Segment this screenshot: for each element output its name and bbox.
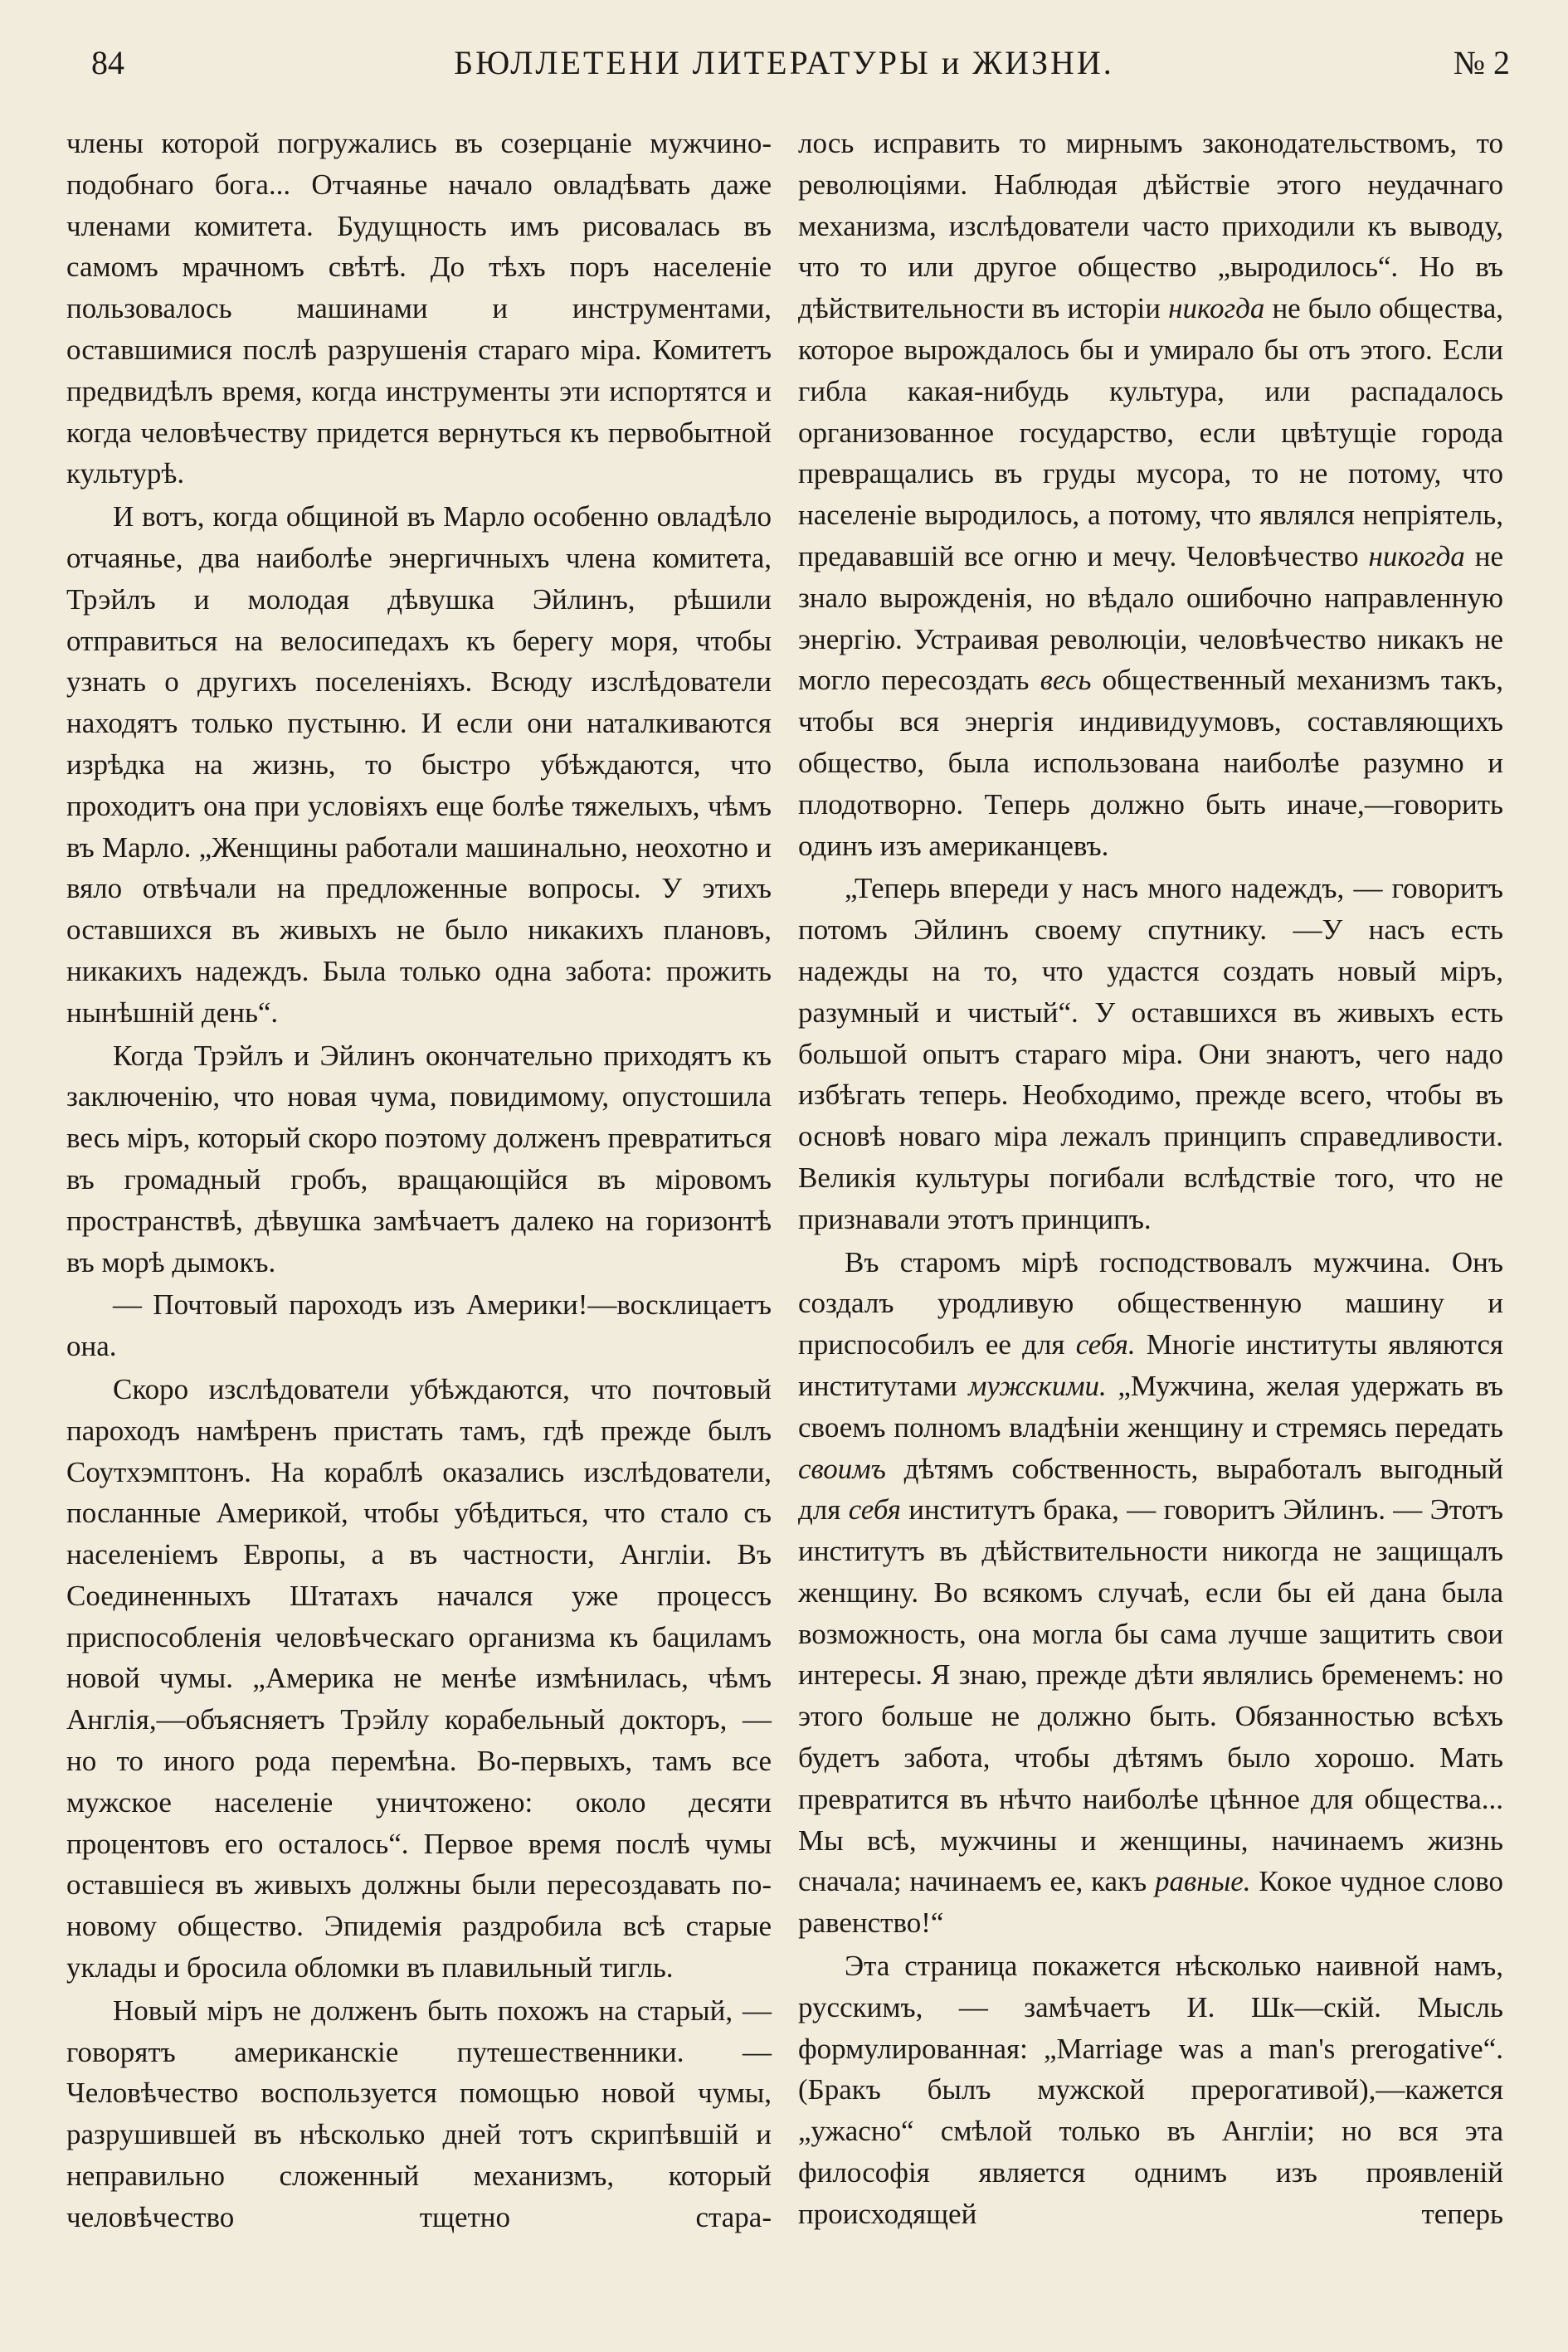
right-column [798, 123, 1503, 2238]
text-columns [66, 123, 1503, 2238]
page-header [58, 40, 1510, 86]
italic-run: себя [848, 1493, 901, 1527]
italic-run: мужскими. [968, 1369, 1107, 1402]
italic-run: весь [1040, 664, 1092, 697]
text-run: не знало вырожденія, но вѣдало ошибочно направленную энергію. Устраивая революціи, человѣчество никакъ не могло пересоздать [798, 539, 1503, 697]
paragraph: Скоро изслѣдователи убѣждаются, что почтовый пароходъ намѣренъ пристать тамъ, гдѣ прежде былъ Соутхэмптонъ. На кораблѣ оказались изслѣдователи, посланные Америкой, чтобы убѣдиться, что стало съ населеніемъ Европы, а въ частности, Англіи. Въ Соединенныхъ Штатахъ начался уже процессъ приспособленія человѣческаго организма къ бациламъ новой чумы. „Америка не менѣе измѣнилась, чѣмъ Англія,—объясняетъ Трэйлу корабельный докторъ, — но то иного рода перемѣна. Во-первыхъ, тамъ все мужское населеніе уничтожено: около десяти процентовъ его осталось“. Первое время послѣ чумы оставшіеся въ живыхъ должны были пересоздавать по-новому общество. Эпидемія раздробила всѣ старые уклады и бросила обломки въ плавильный тигль. [66, 1372, 772, 1984]
paragraph: Когда Трэйлъ и Эйлинъ окончательно приходятъ къ заключенію, что новая чума, повидимому, опустошила весь міръ, который скоро поэтому долженъ превратиться въ громадный гробъ, вращающійся въ міровомъ пространствѣ, дѣвушка замѣчаетъ далеко на горизонтѣ въ морѣ дымокъ. [66, 1039, 772, 1278]
running-head: БЮЛЛЕТЕНИ ЛИТЕРАТУРЫ и ЖИЗНИ. [454, 44, 1114, 81]
paragraph: И вотъ, когда общиной въ Марло особенно овладѣло отчаянье, два наиболѣе энергичныхъ члена комитета, Трэйлъ и молодая дѣвушка Эйлинъ, рѣшили отправиться на велосипедахъ къ берегу моря, чтобы узнать о другихъ поселеніяхъ. Всюду изслѣдователи находятъ только пустыню. И если они наталкиваются изрѣдка на жизнь, то быстро убѣждаются, что проходитъ она при условіяхъ еще болѣе тяжелыхъ, чѣмъ въ Марло. „Женщины работали машинально, неохотно и вяло отвѣчали на предложенные вопросы. У этихъ оставшихся въ живыхъ не было никакихъ плановъ, никакихъ надеждъ. Была только одна забота: прожить нынѣшній день“. [66, 500, 772, 1029]
paragraph: члены которой погружались въ созерцаніе мужчино-подобнаго бога... Отчаяньe начало овладѣвать даже членами комитета. Будущность имъ рисовалась въ самомъ мрачномъ свѣтѣ. До тѣхъ поръ населеніе пользовалось машинами и инструментами, оставшимися послѣ разрушенія стараго міра. Комитетъ предвидѣлъ время, когда инструменты эти испортятся и когда человѣчеству придется вернуться къ первобытной культурѣ. [66, 127, 772, 490]
paragraph [798, 123, 1503, 866]
text-run: лось исправить то мирнымъ законодательствомъ, то революціями. Наблюдая дѣйствіе этого неудачнаго механизма, изслѣдователи часто приходили къ выводу, что то или другое общество „выродилось“. Но въ дѣйствительности въ исторіи [798, 127, 1503, 325]
text-run: дѣтямъ собственность, выработалъ выгодный для [798, 1452, 1503, 1527]
paragraph: Эта страница покажется нѣсколько наивной намъ, русскимъ, — замѣчаетъ И. Шк—скій. Мысль формулированная: „Marriage was a man's prerogative“. (Бракъ былъ мужской прерогативой),—кажется „ужасно“ смѣлой только въ Англіи; но вся эта философія является однимъ изъ проявленій происходящей теперь [798, 1950, 1503, 2230]
text-run: Въ старомъ мірѣ господствовалъ мужчина. Онъ создалъ уродливую общественную машину и приспособилъ ее для [798, 1245, 1503, 1361]
left-column [66, 123, 772, 2238]
issue-number: № 2 [1453, 44, 1510, 81]
text-run: Кокое чудное слово равенство!“ [798, 1865, 1503, 1940]
paragraph: „Теперь впереди у насъ много надеждъ, — говоритъ потомъ Эйлинъ своему спутнику. —У насъ есть надежды на то, что удастся создать новый міръ, разумный и чистый“. У оставшихся въ живыхъ есть большой опытъ стараго міра. Они знаютъ, чего надо избѣгать теперь. Необходимо, прежде всего, чтобы въ основѣ новаго міра лежалъ принципъ справедливости. Великія культуры погибали вслѣдствіе того, что не признавали этотъ принципъ. [798, 872, 1503, 1235]
text-run: общественный механизмъ такъ, чтобы вся энергія индивидуумовъ, составляющихъ общество, была использована наиболѣе разумно и плодотворно. Теперь должно быть иначе,—говорить одинъ изъ американцевъ. [798, 664, 1504, 862]
paragraph [798, 1242, 1503, 1945]
italic-run: равные. [1155, 1865, 1251, 1898]
page-number: 84 [91, 44, 124, 81]
text-run: „Мужчина, желая удержать въ своемъ полномъ владѣніи женщину и стремясь передать [798, 1369, 1504, 1444]
italic-run: никогда [1168, 292, 1265, 325]
text-run: Многіе институты являются институтами [798, 1328, 1503, 1402]
italic-run: себя. [1075, 1328, 1136, 1361]
italic-run: своимъ [798, 1452, 886, 1485]
paragraph: — Почтовый пароходъ изъ Америки!—восклицаетъ она. [66, 1288, 772, 1363]
paragraph: Новый міръ не долженъ быть похожъ на старый, — говорятъ американскіе путешественники. — Человѣчество воспользуется помощью новой чумы, разрушившей въ нѣсколько дней тотъ скрипѣвшій и неправильно сложенный механизмъ, который человѣчество тщетно стара- [66, 1994, 772, 2233]
italic-run: никогда [1368, 539, 1465, 572]
text-run: институтъ брака, — говоритъ Эйлинъ. — Этотъ институтъ въ дѣйствительности никогда не защищалъ женщину. Во всякомъ случаѣ, если бы ей дана была возможность, она могла бы сама лучше защитить свои интересы. Я знаю, прежде дѣти являлись бременемъ: но этого больше не должно быть. Обязанностью всѣхъ будетъ забота, чтобы дѣтямъ было хорошо. Мать превратится въ нѣчто наиболѣе цѣнное для общества... Мы всѣ, мужчины и женщины, начинаемъ жизнь сначала; начинаемъ ее, какъ [798, 1493, 1503, 1898]
text-run: не было общества, которое вырождалось бы и умирало бы отъ этого. Если гибла какая-нибудь культура, или распадалось организованное государство, если цвѣтущіе города превращались въ груды мусора, то не потому, что населеніе выродилось, а потому, что являлся непріятель, предававшій все огню и мечу. Человѣчество [798, 292, 1503, 572]
